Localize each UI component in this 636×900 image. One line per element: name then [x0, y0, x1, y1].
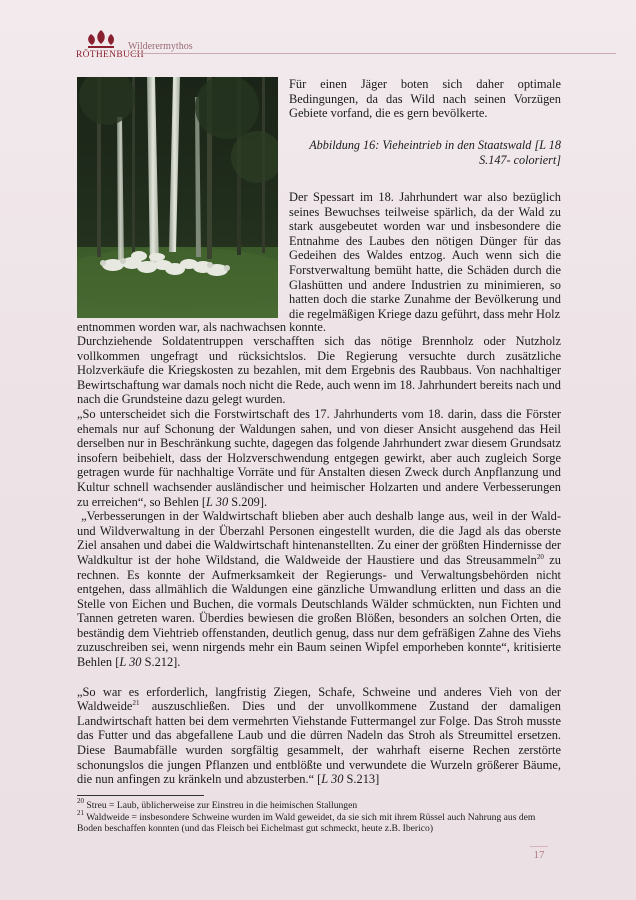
footnote-number: 21 — [77, 808, 84, 817]
paragraph-gap — [77, 670, 561, 685]
quote-grazing-cont: auszuschließen. Dies und der unvollkommene Zustand der damaligen Landwirtschaft hatten bei dem vermehrten Viehstande Futtermangel zur Folge. Das Stroh musste das Futter und das abgefallene Laub und die dürren Nadeln das Stroh als Streumittel ersetzen. Diese Baumabfälle wurden sorgfältig gesammelt, der wahrhaft eiserne Rechen zerstörte schonungslos die jungen Pflanzen und entblößte und verwundete die Wurzeln größerer Bäume, die nun anfingen zu kränkeln und abzusterben.“ [ — [77, 699, 561, 787]
reference-page: S.209]. — [228, 494, 268, 509]
quote-improvements — [77, 509, 561, 670]
quote-grazing-text: „So war es erforderlich, langfristig Ziegen, Schafe, Schweine und anderes Vieh von der Waldweide — [77, 684, 561, 714]
footnote-20 — [77, 797, 561, 812]
footnote-text: Waldweide = insbesondere Schweine wurden im Wald geweidet, da sie sich mit ihrem Rüssel auch Nahrung aus dem Boden beschaffen konnten (und das Fleisch bei Eichelmast gut schmeckt, heute z.B. Iberico) — [77, 811, 536, 835]
reference-page: S.212]. — [141, 655, 181, 670]
footnote-marker-21[interactable]: 21 — [132, 699, 140, 708]
figure-caption: Abbildung 16: Vieheintrieb in den Staatswald [L 18 S.147- coloriert] — [309, 138, 561, 167]
quote-improvements-text: „Verbesserungen in der Waldwirtschaft blieben aber auch deshalb lange aus, weil in der Wald- und Wildverwaltung in der Überzahl Personen eingestellt wurden, die die Jagd als das oberste Ziel ansahen und dabei die Waldwirtschaft hintenanstellten. Zu einer der größten Hindernisse der Waldkultur ist der hohe Wildstand, die Waldweide der Haustiere und das Streusammeln — [77, 509, 561, 567]
footnote-number: 20 — [77, 797, 84, 805]
page-number: 17 — [530, 846, 548, 861]
brand-name: RÖTHENBUCH — [76, 50, 144, 60]
footnote-text: Streu = Laub, üblicherweise zur Einstreu in die heimischen Stallungen — [84, 800, 358, 811]
quote-forestry-text: „So unterscheidet sich die Forstwirtschaft des 17. Jahrhunderts vom 18. darin, dass die Förster ehemals nur auf Schonung der Waldungen sahen, und von dieser Ansicht ausgehend das Heil derselben nur in Beschränkung suchte, dagegen das folgende Jahrhundert zwar diesem Grundsatz insofern beibehielt, dass der Holzverschwendung entgegen gewirkt, aber auch zugleich Sorge getragen wurde für nachhaltige Vorräte und für Anstalten diesen Zweck durch Anpflanzung und Kultur schnell wachsender ausländischer und heimischer Holzarten und andere Verbesserungen zu erreichen“, so Behlen [ — [77, 406, 561, 509]
header-rule — [128, 53, 616, 54]
quote-grazing — [77, 685, 561, 787]
reference-l30: L 30 — [206, 494, 229, 509]
paragraph-spessart-end: entnommen worden war, als nachwachsen konnte. — [77, 320, 326, 334]
paragraph-spessart: Der Spessart im 18. Jahrhundert war also bezüglich seines Bewuchses teilweise spärlich, da der Wald zu stark ausgebeutet worden war und insbesondere die Entnahme des Laubes den nötigen Dünger für das Gedeihen des Waldes entzog. Auch wenn sich die Forstverwaltung bemüht hatte, die Schäden durch die Glashütten und andere Industrien zu minimieren, so hatten doch die starke Zunahme der Bevölkerung und die regelmäßigen Kriege dazu geführt, dass mehr Holz — [289, 190, 561, 321]
quote-forestry — [77, 407, 561, 509]
intro-paragraph: Für einen Jäger boten sich daher optimale Bedingungen, da das Wild nach seinen Vorzügen Gebiete vorfand, die es gern bevölkerte. — [289, 77, 561, 121]
reference-l30: L 30 — [119, 655, 142, 670]
brand-logo — [76, 28, 144, 62]
sheep-in-forest-image — [77, 77, 278, 318]
main-body — [77, 334, 561, 787]
reference-l30: L 30 — [321, 772, 344, 787]
running-header-title: Wilderermythos — [128, 41, 193, 52]
quote-improvements-cont: zu rechnen. Es konnte der Aufmerksamkeit der Regierungs- und Verwaltungsbehörden nicht entgehen, dass allmählich die Waldungen eine gänzliche Umwandlung erlitten und dass an die Stelle von Eichen und Buchen, die vormals Deutschlands Wälder schmückten, nun Fichten und Tannen getreten waren. Überdies bewiesen die großen Blößen, besonders an solchen Orten, die beständig dem Viehtrieb offenstanden, deutlich genug, dass nur dem gefräßigen Zahne des Viehs zuzuschreiben sei, wenn nirgends mehr ein Baum seinen Wipfel emporheben konnte“, kritisierte Behlen [ — [77, 552, 561, 670]
paragraph-soldiers: Durchziehende Soldatentruppen verschafften sich das nötige Brennholz oder Nutzholz vollkommen ungefragt und rücksichtslos. Die Regierung versuchte durch zusätzliche Holzverkäufe die Kriegskosten zu bezahlen, mit dem Ergebnis des Raubbaus. Von nachhaltiger Bewirtschaftung war damals noch nicht die Rede, auch wenn im 18. Jahrhundert bereits nach und nach die Grundsteine dazu gelegt wurden. — [77, 334, 561, 407]
footnote-marker-20[interactable]: 20 — [536, 552, 544, 561]
crown-icon — [84, 28, 118, 50]
figure-photo — [77, 77, 278, 318]
footnote-21 — [77, 808, 561, 835]
footnote-rule — [77, 795, 204, 796]
footnotes — [77, 797, 561, 835]
page-header — [76, 28, 616, 62]
reference-page: S.213] — [343, 772, 380, 787]
